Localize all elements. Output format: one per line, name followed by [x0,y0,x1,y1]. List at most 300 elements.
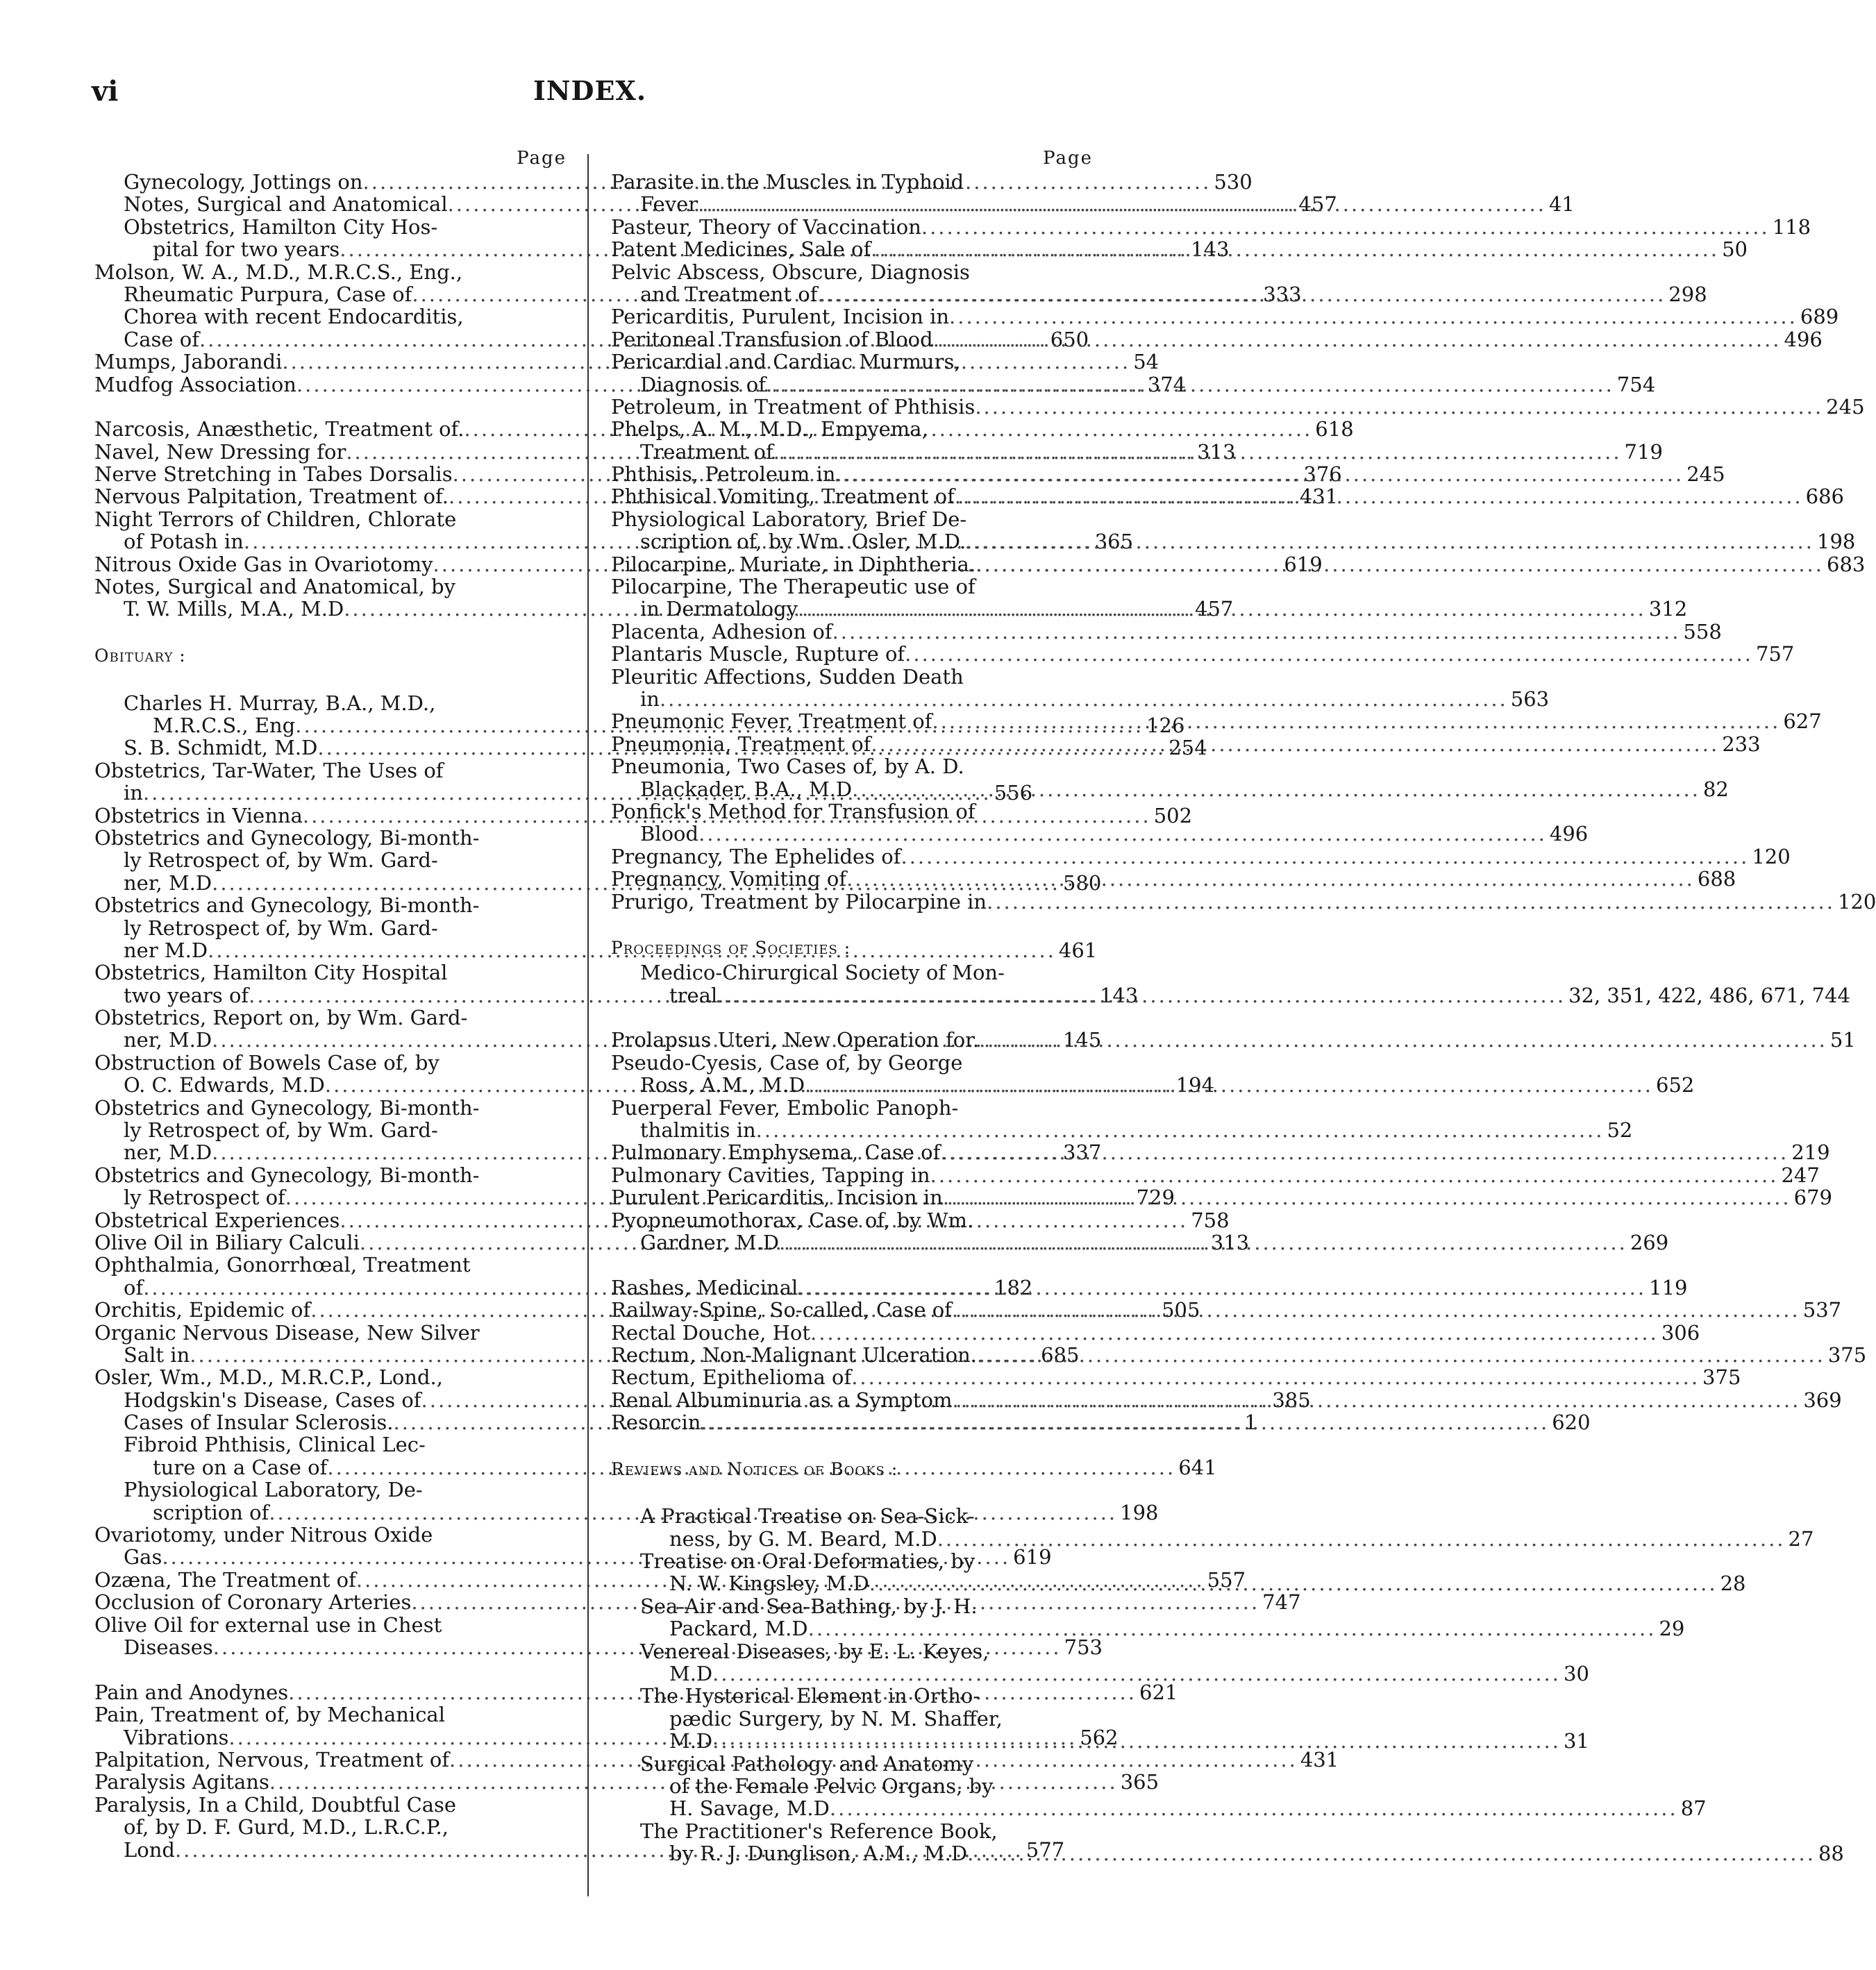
entry-text: Fever [640,192,698,217]
index-entry [611,1140,1830,1165]
index-entry [611,327,1823,351]
entry-text: of Potash in [124,530,244,554]
index-entry [611,214,1811,239]
entry-page-number: 537 [1802,1298,1842,1322]
index-entry [611,1753,1093,1775]
entry-page-number: 29 [1659,1617,1685,1641]
column-divider [587,154,589,1896]
entry-page-number: 461 [1058,938,1098,962]
entry-text: Physiological Laboratory, De- [124,1478,423,1502]
entry-text: Medico-Chirurgical Society of Mon- [640,961,1005,985]
dot-leader [698,193,1546,215]
entry-page-number: 31 [1564,1729,1589,1753]
dot-leader [798,1277,1646,1299]
index-entry [94,508,567,530]
entry-text: Organic Nervous Disease, New Silver [94,1320,480,1345]
index-entry [611,1320,1700,1345]
entry-page-number: 143 [1191,237,1230,262]
index-entry [94,1164,567,1186]
entry-page-number: 563 [1510,687,1550,711]
entry-spacer [611,1433,1093,1456]
entry-page-number: 502 [1153,803,1193,827]
entry-page-number: 556 [994,781,1033,805]
index-entry [611,1640,1093,1662]
entry-page-number: 143 [1099,983,1139,1007]
index-entry [611,889,1876,914]
entry-text: Palpitation, Nervous, Treatment of [94,1747,450,1771]
index-entry [94,917,567,939]
entry-text: Pneumonic Fever, Treatment of [611,709,932,734]
dot-leader [977,1344,1825,1366]
entry-text: The Practitioner's Reference Book, [640,1819,998,1843]
entry-text: Case of [124,327,199,351]
entry-text: Physiological Laboratory, Brief De- [611,507,967,531]
dot-leader [701,1411,1549,1433]
index-entry [94,827,567,849]
entry-spacer [94,1658,567,1681]
entry-text: Molson, W. A., M.D., M.R.C.S., Eng., [94,260,463,284]
entry-text: Pulmonary Cavities, Tapping in [611,1163,930,1187]
dot-leader [808,1617,1657,1640]
dot-leader [712,1730,1561,1752]
entry-text: Paralysis Agitans [94,1770,269,1794]
entry-spacer [611,1254,1093,1276]
entry-text: thalmitis in [640,1118,756,1143]
entry-text: Phelps, A. M., M.D., Empyema, [611,417,928,441]
entry-text: M.D [669,1662,713,1685]
entry-text: Pelvic Abscess, Obscure, Diagnosis [611,260,970,284]
entry-page-number: 747 [1262,1590,1301,1615]
entry-page-number: 30 [1564,1662,1589,1685]
dot-leader [975,553,1824,575]
entry-text: Parasite in the Muscles in Typhoid [611,170,964,194]
entry-page-number: 269 [1630,1230,1669,1254]
entry-page-number: 719 [1624,439,1663,464]
entry-page-number: 650 [1050,327,1089,351]
entry-page-number: 375 [1702,1365,1741,1390]
entry-text: Pericarditis, Purulent, Incision in [611,305,950,329]
entry-text: Blackader, B.A., M.D [640,777,853,801]
entry-text: M.R.C.S., Eng [153,713,296,737]
entry-text: Diagnosis of [640,372,766,396]
index-entry [611,800,1093,823]
entry-page-number: 496 [1549,822,1589,846]
entry-text: Mudfog Association [94,372,296,396]
entry-text: Pregnancy, The Ephelides of [611,844,901,868]
entry-text: Pericardial and Cardiac Murmurs, [611,350,961,374]
entry-page-number: 641 [1178,1455,1217,1479]
entry-page-number: 145 [1062,1028,1102,1052]
dot-leader [949,305,1798,328]
index-entry [611,844,1791,868]
entry-text: Vibrations [124,1725,229,1749]
entry-page-number: 365 [1094,530,1134,554]
index-entry [94,261,567,283]
entry-text: Ovariotomy, under Nitrous Oxide [94,1523,433,1547]
entry-text: Nitrous Oxide Gas in Ovariotomy [94,552,433,576]
index-entry [611,261,1093,283]
entry-text: Notes, Surgical and Anatomical [124,192,448,217]
index-entry [611,1163,1820,1187]
entry-text: ly Retrospect of, by Wm. Gard- [124,848,438,873]
entry-text: Resorcin [611,1411,701,1435]
section-heading: Obituary : [94,646,186,666]
entry-page-number: 457 [1195,597,1234,621]
entry-text: Prolapsus Uteri, New Operation for. [611,1028,980,1052]
index-entry [611,1550,1093,1572]
entry-page-number: 685 [1041,1342,1080,1367]
entry-text: Rectal Douche, Hot [611,1320,810,1345]
entry-page-number: 562 [1080,1725,1119,1749]
index-entry [611,1617,1685,1641]
index-entry [94,1097,567,1119]
index-entry [611,1662,1589,1685]
dot-leader [952,1299,1800,1321]
entry-page-number: 52 [1607,1118,1633,1143]
dot-leader [698,823,1547,845]
entry-spacer [94,621,567,643]
entry-text: ly Retrospect of, by Wm. Gard- [124,916,438,940]
entry-page-number: 298 [1668,282,1707,306]
dot-leader [712,1662,1561,1685]
entry-page-number: 1 [1244,1411,1257,1435]
dot-leader [660,688,1508,710]
index-entry [94,1322,567,1344]
entry-text: Obstetrics and Gynecology, Bi-month- [94,1095,480,1120]
dot-leader [975,396,1823,418]
index-entry [94,305,567,328]
dot-leader [869,1572,1718,1594]
entry-page-number: 198 [1817,530,1856,554]
entry-text: H. Savage, M.D [669,1796,830,1821]
entry-text: Blood [640,822,699,846]
entry-page-number: 306 [1661,1320,1700,1345]
entry-text: Ozæna, The Treatment of [94,1567,356,1592]
running-header [0,75,1187,110]
dot-leader [766,373,1614,396]
dot-leader [805,1074,1653,1096]
entry-text: ly Retrospect of [124,1186,285,1210]
entry-page-number: 118 [1772,214,1811,239]
index-entry [94,1254,567,1276]
index-entry [94,961,567,984]
dot-leader [810,1322,1659,1344]
dot-leader [871,238,1719,260]
dot-leader [953,1389,1801,1411]
entry-text: Railway-Spine, So-called, Case of [611,1298,952,1322]
entry-text: Chorea with recent Endocarditis, [124,305,464,329]
entry-text: Obstetrics and Gynecology, Bi-month- [94,825,480,850]
entry-page-number: 87 [1680,1796,1707,1821]
entry-page-number: 689 [1800,305,1839,329]
entry-text: two years of [124,983,249,1007]
dot-leader [852,778,1700,800]
entry-spacer [611,1007,1093,1029]
entry-page-number: 245 [1826,394,1865,419]
entry-page-number: 313 [1197,439,1236,464]
entry-page-number: 375 [1827,1342,1867,1367]
index-entry [611,822,1589,846]
entry-text: of [124,1275,144,1299]
entry-page-number: 619 [1013,1545,1052,1569]
index-entry [611,1505,1093,1527]
index-entry [611,575,1093,598]
entry-spacer [94,396,567,418]
entry-text: N. W. Kingsley, M.D [669,1572,869,1596]
entry-page-number: 126 [1146,713,1185,737]
entry-text: Pneumonia, Two Cases of, by A. D. [611,755,964,779]
entry-page-number: 337 [1062,1140,1102,1165]
entry-text: Pulmonary Emphysema, Case of [611,1140,941,1165]
entry-text: Pregnancy, Vomiting of [611,867,847,891]
entry-page-number: 620 [1552,1411,1591,1435]
entry-text: Charles H. Murray, B.A., M.D., [124,691,436,715]
dot-leader [832,621,1681,643]
entry-text: Rectum, Non-Malignant Ulceration. [611,1342,977,1367]
entry-text: Ophthalmia, Gonorrhœal, Treatment [94,1253,471,1277]
index-entry [611,418,1093,440]
dot-leader [851,1366,1700,1388]
entry-page-number: 245 [1686,462,1725,487]
dot-leader [717,984,1566,1007]
dot-leader [955,485,1803,507]
entry-page-number: 729 [1136,1186,1175,1210]
dot-leader [835,463,1684,485]
section-heading: Proceedings of Societies : [611,938,851,959]
dot-leader [773,441,1622,463]
page-title: INDEX. [533,75,647,106]
entry-page-number: 753 [1064,1635,1103,1659]
dot-leader [943,1186,1791,1209]
dot-leader [798,598,1646,620]
entry-text: A Practical Treatise on Sea-Sick- [640,1504,975,1529]
dot-leader [905,643,1753,665]
entry-page-number: 457 [1298,192,1337,217]
dot-leader [979,1029,1827,1051]
entry-page-number: 652 [1656,1073,1695,1097]
entry-page-number: 627 [1783,709,1822,734]
entry-text: Pilocarpine, The Therapeutic use of [611,575,975,599]
index-entry [611,394,1865,419]
entry-text: Surgical Pathology and Anatomy [640,1751,974,1776]
dot-leader [817,283,1666,305]
index-entry [611,1526,1814,1551]
index-entry [611,1708,1093,1730]
entry-text: Obstetrics, Report on, by Wm. Gard- [94,1006,468,1030]
entry-spacer [611,1483,1093,1505]
entry-text: Pleuritic Affections, Sudden Death [611,664,964,689]
entry-text: Ponfick's Method for Transfusion of [611,799,975,823]
entry-text: Gas [124,1545,162,1569]
entry-text: Purulent Pericarditis, Incision in [611,1186,943,1210]
index-entry [611,1842,1844,1866]
index-entry [611,777,1729,801]
entry-page-number: 41 [1548,192,1575,217]
entry-text: Olive Oil for external use in Chest [94,1613,442,1637]
entry-text: Sea-Air and Sea-Bathing, by J. H. [640,1594,978,1618]
dot-leader [779,1231,1627,1254]
index-entry [611,351,1093,373]
entry-page-number: 120 [1752,844,1791,868]
entry-text: Plantaris Muscle, Rupture of [611,642,905,666]
entry-page-number: 50 [1722,237,1748,262]
entry-page-number: 619 [1284,552,1323,576]
index-entry [611,1097,1093,1119]
entry-text: Nerve Stretching in Tabes Dorsalis [94,462,453,487]
entry-page-number: 333 [1263,282,1302,306]
entry-text: Rheumatic Purpura, Case of [124,282,412,306]
entry-page-number: 754 [1616,372,1656,396]
entry-text: scription of, by Wm. Osler, M.D. [640,530,966,554]
entry-text: Peritoneal Transfusion of Blood [611,327,933,351]
index-entry [611,1342,1867,1367]
index-entry [94,575,567,598]
index-entry [94,1816,567,1838]
entry-page-number: 51 [1829,1028,1856,1052]
index-entry [94,1433,567,1456]
entry-text: in Dermatology [640,597,798,621]
entry-text: The Hysterical Element in Ortho- [640,1684,980,1708]
index-entry [94,759,567,782]
index-entry [611,1118,1633,1143]
index-entry [94,1794,567,1816]
dot-leader [921,216,1770,238]
entry-text: in [124,781,143,805]
index-entry [611,1028,1856,1052]
entry-page-number: 557 [1207,1567,1246,1592]
section-heading: Reviews and Notices of Books : [611,1458,898,1479]
entry-text: Ross, A.M., M.D [640,1073,805,1097]
entry-text: Renal Albuminuria as a Symptom [611,1388,953,1412]
dot-leader [871,733,1719,755]
entry-text: Nervous Palpitation, Treatment of. [94,485,449,509]
entry-page-number: 119 [1649,1275,1688,1299]
entry-text: Rashes, Medicinal [611,1275,798,1299]
entry-text: ly Retrospect of, by Wm. Gard- [124,1118,438,1143]
dot-leader [901,845,1750,868]
entry-page-number: 683 [1827,552,1866,576]
entry-text: Rectum, Epithelioma of [611,1365,852,1390]
entry-text: ner M.D [124,938,208,962]
entry-text: Treatise on Oral Deformaties, by [640,1549,975,1574]
entry-text: Cases of Insular Sclerosis. [124,1411,394,1435]
entry-text: Olive Oil in Biliary Calculi [94,1230,360,1254]
index-entry [94,1524,567,1546]
entry-page-number: 219 [1791,1140,1830,1165]
index-entry [611,171,1093,193]
entry-page-number: 505 [1162,1298,1200,1322]
index-entry [94,894,567,916]
entry-text: Treatment of [640,439,773,464]
entry-text: Mumps, Jaborandi [94,350,283,374]
index-entry [611,1275,1688,1299]
index-entry [94,1614,567,1636]
entry-text: Pilocarpine, Muriate, in Diphtheria. [611,552,976,576]
index-entry [94,1119,567,1141]
entry-text: in [640,687,660,711]
entry-text: scription of [153,1500,269,1524]
dot-leader [966,530,1814,553]
index-entry [611,1685,1093,1707]
entry-page-number: 580 [1062,870,1102,895]
entry-text: Occlusion of Coronary Arteries [94,1590,412,1615]
index-entry [94,1366,567,1388]
entry-page-number: 313 [1210,1230,1250,1254]
dot-leader [967,1842,1816,1864]
entry-page-number: 312 [1648,597,1688,621]
entry-page-number: 369 [1803,1388,1842,1412]
index-entry [611,305,1839,329]
dot-leader [930,1164,1779,1186]
entry-page-number: 431 [1300,1747,1339,1771]
entry-text: S. B. Schmidt, M.D [124,736,318,760]
dot-leader [932,710,1780,732]
index-entry [611,1595,1093,1617]
index-entry [94,1052,567,1074]
index-entry [611,1775,1093,1797]
entry-text: Diseases [124,1635,213,1659]
index-entry [611,755,1093,777]
entry-page-number: 198 [1120,1500,1159,1524]
entry-page-number: 496 [1784,327,1823,351]
index-entry [611,1209,1093,1231]
dot-leader [940,1141,1789,1163]
entry-page-number: 120 [1837,889,1876,914]
entry-text: Petroleum, in Treatment of Phthisis [611,394,975,419]
index-entry [611,867,1736,891]
entry-text: Hodgskin's Disease, Cases of [124,1388,421,1412]
entry-page-number: 577 [1025,1837,1065,1862]
entry-text: Pain and Anodynes [94,1680,289,1704]
entry-page-number: 530 [1214,170,1253,194]
entry-text: Puerperal Fever, Embolic Panoph- [611,1095,959,1120]
entry-text: Salt in [124,1342,190,1367]
entry-text: Gynecology, Jottings on [124,170,363,194]
entry-text: Pneumonia, Treatment of [611,732,871,756]
entry-page-number: 182 [994,1275,1033,1299]
entry-text: Venereal Diseases, by E. L. Keyes, [640,1639,989,1663]
page-number: vi [92,75,119,108]
index-entry [94,1007,567,1029]
entry-page-number: 88 [1818,1842,1844,1866]
entry-page-number: 365 [1120,1770,1159,1794]
entry-text: Paralysis, In a Child, Doubtful Case [94,1792,457,1817]
entry-text: Fibroid Phthisis, Clinical Lec- [124,1433,426,1457]
dot-leader [987,891,1835,913]
entry-page-number: 194 [1175,1073,1215,1097]
entry-page-number: 28 [1720,1572,1746,1596]
index-entry [94,1703,567,1726]
entry-text: Obstruction of Bowels Case of, by [94,1050,439,1075]
entry-text: Prurigo, Treatment by Pilocarpine in [611,889,987,914]
entry-page-number: 757 [1755,642,1795,666]
index-entry [611,642,1795,666]
index-entry [611,1052,1093,1074]
entry-text: Orchitis, Epidemic of [94,1298,311,1322]
entry-text: Obstetrics, Tar-Water, The Uses of [94,758,444,782]
entry-page-number: 686 [1805,485,1844,509]
entry-text: ner, M.D [124,1140,212,1165]
entry-page-number: 618 [1315,417,1354,441]
index-entry [94,216,567,238]
entry-page-number: 254 [1169,736,1207,760]
entry-text: of, by D. F. Gurd, M.D., L.R.C.P., [124,1815,449,1839]
entry-page-number: 374 [1147,372,1187,396]
entry-page-number: 679 [1793,1186,1833,1210]
index-entry [611,1820,1093,1842]
entry-page-number: 27 [1788,1526,1814,1551]
entry-text: Patent Medicines, Sale of [611,237,871,262]
